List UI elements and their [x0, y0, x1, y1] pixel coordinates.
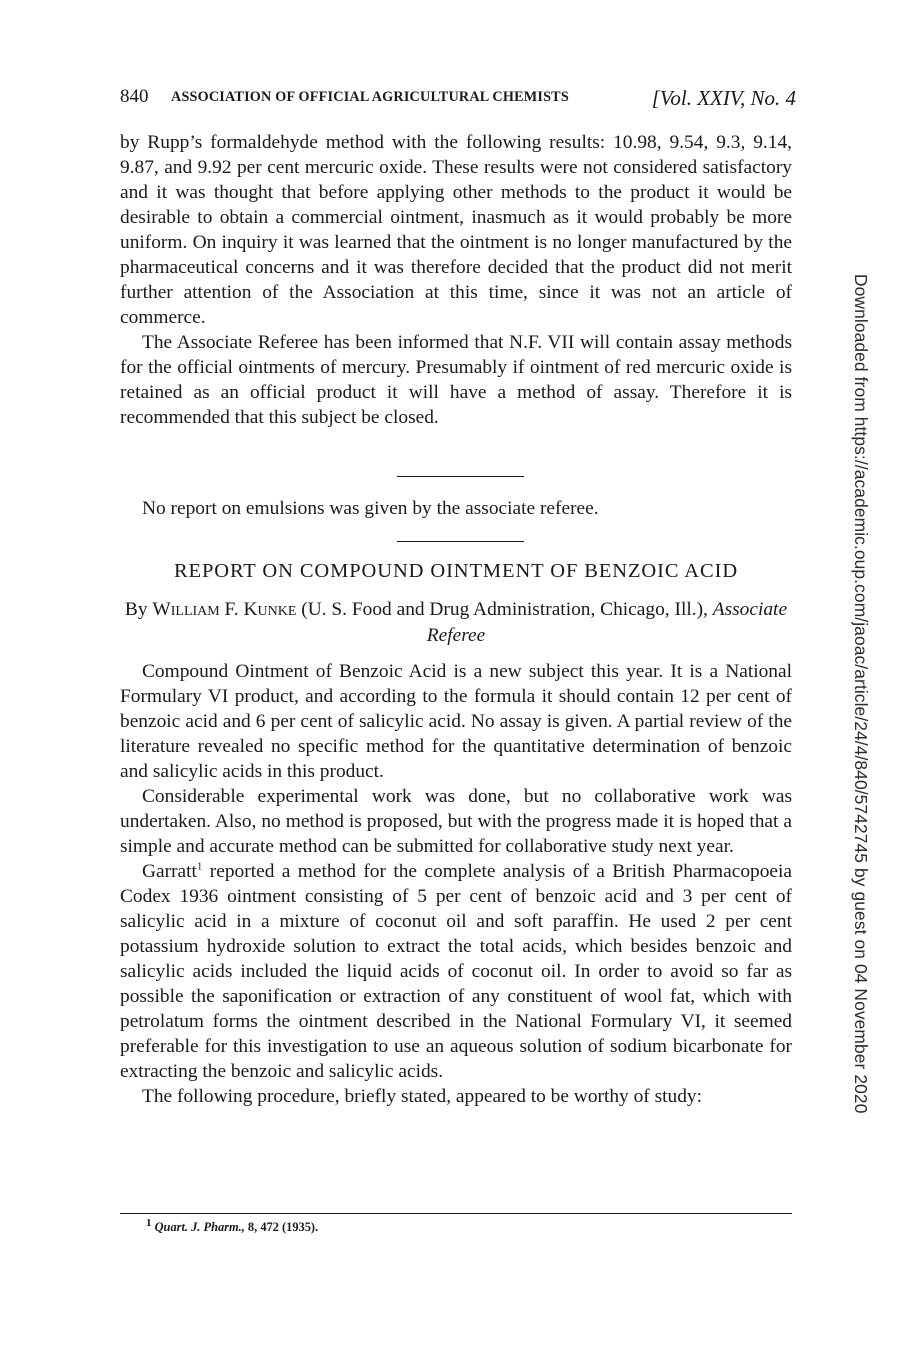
journal-name: ASSOCIATION OF OFFICIAL AGRICULTURAL CHEMISTS	[171, 89, 569, 105]
footnote-pages: 472 (1935).	[260, 1220, 319, 1234]
byline-prefix: By	[124, 599, 148, 620]
footnote-volume: 8,	[247, 1220, 258, 1234]
paragraph: by Rupp’s formaldehyde method with the following results: 10.98, 9.54, 9.3, 9.14, 9.87, and 9.92 per cent mercuric oxide. These results were not considered satisfactory and it was thought that before applying other methods to the product it would be desirable to obtain a commercial ointment, inasmuch as it would probably be more uniform. On inquiry it was learned that the ointment is no longer manufactured by the pharmaceutical concerns and it was therefore decided that the product did not merit further attention of the Association at this time, since it was not an article of commerce.	[120, 132, 792, 328]
footnote-number: 1	[146, 1216, 152, 1229]
emulsions-note: No report on emulsions was given by the associate referee.	[142, 498, 599, 519]
section-divider	[397, 541, 524, 542]
garratt-paragraph	[120, 859, 792, 1084]
paragraph: The Associate Referee has been informed that N.F. VII will contain assay methods for the official ointments of mercury. Presumably if ointment of red mercuric oxide is retained as an official product it will have a method of assay. Therefore it is recommended that this subject be closed.	[120, 332, 792, 428]
cited-author: Garratt	[142, 861, 197, 882]
report-title: REPORT ON COMPOUND OINTMENT OF BENZOIC ACID	[173, 560, 739, 582]
footnote-rule	[120, 1213, 792, 1214]
emulsions-section	[120, 496, 792, 521]
footnote	[146, 1216, 319, 1235]
benzoic-acid-report-body	[120, 659, 792, 1109]
footnote-reference: 1	[196, 860, 203, 873]
author-name: William F. Kunke	[152, 599, 297, 620]
paragraph: Compound Ointment of Benzoic Acid is a new subject this year. It is a National Formulary VI product, and according to the formula it should contain 12 per cent of benzoic acid and 6 per cent of salicylic acid. No assay is given. A partial review of the literature revealed no specific method for the quantitative determination of benzoic and salicylic acids in this product.	[120, 661, 792, 782]
page-number: 840	[120, 86, 149, 107]
paragraph: Considerable experimental work was done, but no collaborative work was undertaken. Also, no method is proposed, but with the progress made it is hoped that a simple and accurate method can be submitted for collaborative study next year.	[120, 786, 792, 857]
download-watermark: Downloaded from https://academic.oup.com/jaoac/article/24/4/840/5742745 by guest on 04 November 2020	[851, 274, 871, 1114]
volume-issue: [Vol. XXIV, No. 4	[651, 86, 796, 110]
mercuric-oxide-section	[120, 130, 792, 430]
section-divider	[397, 476, 524, 477]
paragraph-text: reported a method for the complete analysis of a British Pharmacopoeia Codex 1936 ointment consisting of 5 per cent of benzoic acid and 3 per cent of salicylic acid in a mixture of coconut oil and soft paraffin. He used 2 per cent potassium hydroxide solution to extract the total acids, which besides benzoic and salicylic acids included the liquid acids of coconut oil. In order to avoid so far as possible the saponification or extraction of any constituent of wool fat, which with petrolatum forms the ointment described in the National Formulary VI, it seemed preferable for this investigation to use an aqueous solution of sodium bicarbonate for extracting the benzoic and salicylic acids.	[120, 861, 792, 1082]
author-affiliation: (U. S. Food and Drug Administration, Chicago, Ill.),	[301, 599, 708, 620]
byline	[120, 597, 792, 649]
author-role: Associate Referee	[426, 599, 788, 646]
running-head	[120, 86, 800, 114]
paragraph: The following procedure, briefly stated, appeared to be worthy of study:	[142, 1086, 702, 1107]
footnote-journal: Quart. J. Pharm.,	[154, 1220, 245, 1234]
